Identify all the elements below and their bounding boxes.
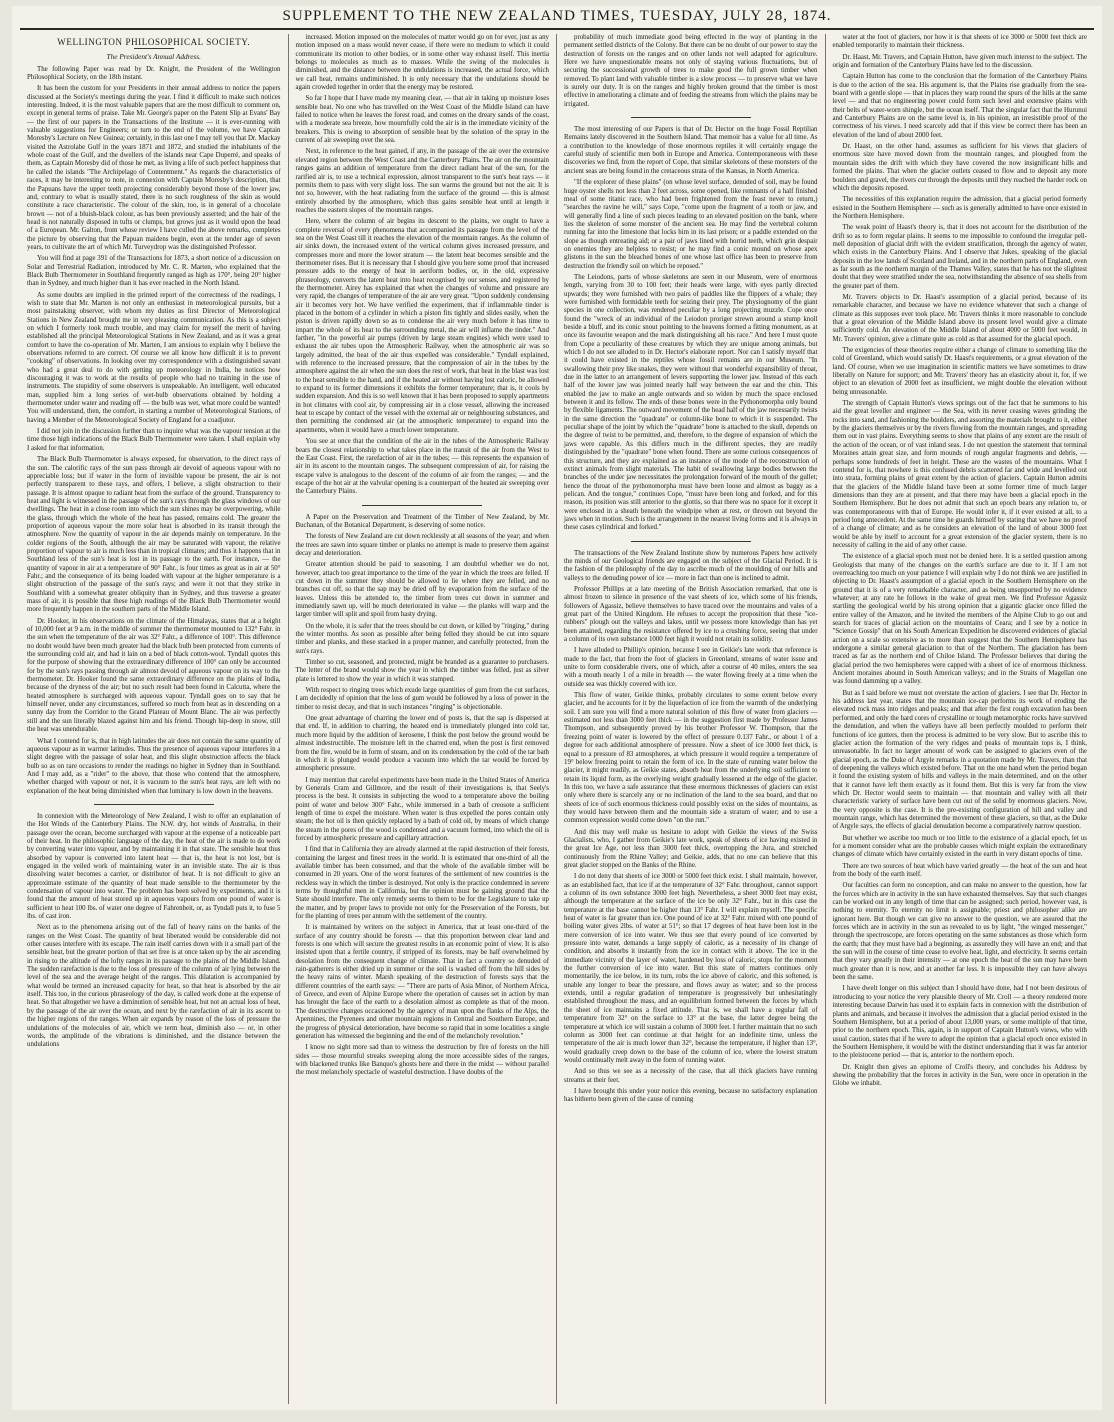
header-title: SUPPLEMENT TO THE NEW ZEALAND TIMES, TUESDAY, JULY 28, 1874. bbox=[282, 8, 832, 24]
paragraph: There are two sources of heat which have varied greatly — the heat of the sun and heat from the body of the earth itself. bbox=[832, 862, 1087, 878]
paragraph: I may mention that careful experiments have been made in the United States of America by Generals Cram and Gillmore, and the result of their investigations is, that Seely's process is the best. It consists in subjecting the wood to a temperature above the boiling point of water and below 300° Fahr., while immersed in a bath of creosote a sufficient length of time to expel the moisture. When water is thus expelled the pores contain only steam; the hot oil is then quickly replaced by a bath of cold oil, by means of which change the steam in the pores of the wood is condensed and a vacuum formed, into which the oil is forced by atmospheric pressure and capillary attraction. bbox=[295, 776, 549, 842]
column-1 bbox=[20, 34, 289, 1404]
paragraph: increased. Motion imposed on the molecules of matter would go on for ever, just as any motion imposed on a mass would never cease, if there were no medium to which it could communicate its motion to other bodies, or in some other way exhaust itself. This inertia belongs to molecules as much as to masses. While the swing of the molecules is diminished, and the distance between the undulations is increased, the actual force, which we call heat, remains undiminished. It is only necessary that the undulations should be again crowded together in order that the energy may be restored. bbox=[295, 34, 549, 92]
paragraph: The transactions of the New Zealand Institute show by numerous Papers how actively the minds of our Geological friends are engaged on the subject of the Glacial Period. It is the fashion of the philosophy of the day to ascribe much of the moulding of our hills and valleys to the denuding power of ice — more in fact than one is inclined to admit. bbox=[564, 549, 818, 582]
heading-divider bbox=[134, 48, 174, 49]
column-4 bbox=[826, 34, 1095, 1404]
section-divider bbox=[631, 117, 751, 118]
paragraph: What I contend for is, that in high latitudes the air does not contain the same quantity of aqueous vapour as in warmer latitudes. Thus the presence of aqueous vapour interferes in a slight degree with the passage of solar heat, and this slight obstruction affects the black bulb so as on rare occasions to render the readings no higher in Sydney than in Southland. And I may add, as a "rider" to the above, that those who contend that the atmosphere, whether charged with vapour or not, it is vacuum to the sun's heat rays, are left with no explanation of the heat being diminished when that luminary is low down in the heavens. bbox=[27, 737, 281, 795]
paragraph: But whether we ascribe too much or too little to the existence of a glacial epoch, let us for a moment consider what are the probable causes which might explain the extraordinary changes of climate which have certainly existed in the earth in very distant epochs of time. bbox=[832, 834, 1087, 859]
paragraph: "If the explorer of these plains" (on whose level surface, denuded of soil, may be found huge oyster shells not less than 2 feet across, some opened, like remnants of a half finished meal of some titanic race, who had been frightened from the feast never to return,) "searches the ravine he will," says Cope, "come upon the fragment of a tooth or jaw, and will generally find a line of such pieces leading to an elevated position on the bank, where lies the skeleton of some monster of the ancient sea. He may find the vertebral column running far into the limestone that locks him in its last prison; or a paddle extended on the slope as though entreating aid; or a pair of jaws lined with horrid teeth, which grin despair on enemies they are helpless to resist; or he may find a conic mound on whose apex glistens in the sun the bleached bones of one whose last office has been to preserve from destruction the friendly soil on which he reposed." bbox=[564, 179, 818, 270]
paragraph: The necessities of this explanation require the admission, that a glacial period formerly existed in the Southern Hemisphere — such as is generally admitted to have once existed in the Northern Hemisphere. bbox=[832, 196, 1087, 220]
paragraph: On the whole, it is safer that the trees should be cut down, or killed by "ringing," during the winter months. As soon as possible after being felled they should be cut into square timber and planks, and these stacked in a proper manner, and carefully protected, from the sun's rays. bbox=[295, 622, 549, 655]
paragraph: Here, where the column of air begins its descent to the plains, we ought to have a complete reversal of every phenomena that accompanied its passage from the level of the sea on the West Coast till it reaches the elevation of the mountain ranges. As the column of air sinks down, the increased extent of the vertical column gives increased pressure, and compresses more and more the lower stratum — the latent heat becomes sensible and the thermometer rises. But it is necessary that I should give you here some proof that increased pressure adds to the energy of heat in aeriform bodies, or, in the old, expressive phraseology, converts the latent heat into heat recognised by our senses, and registered by the thermometer. Airey has explained that when the changes of volume and pressure are very rapid, the changes of temperature of the air are very great. "Upon suddenly condensing air it becomes very hot. We have verified the experiment, that if inflammable tinder is placed in the bottom of a cylinder in which a piston fits tightly and slides easily, when the piston is driven rapidly down so as to condense the air very much before it has time to impart the whole of its heat to the surrounding metal, the air will inflame the tinder." And farther, "in the powerful air pumps (driven by large steam engines) which were used to exhaust the air tubes upon the Atmospheric Railway, when the atmospheric air was so largely admitted, the heat of the air thus expelled was considerable." Tyndall explained, with reference to the increased pressure, that the compression of air in the tubes by the atmosphere against the air when the sun does the rest of work, that heat in the blast was lost to the heat sensible to the hand, and if the heated air without having lost caloric, be allowed to expand to its former dimensions it exhibits the former temperature; that is, it cools by sudden expansion. And this is so well known that it has been proposed to supply apartments in hot climates with cool air, by compressing air in a close vessel, allowing the increased heat to escape by contact of the vessel with the external air or neighbouring substances, and then permitting the condensed air (at the atmospheric temperature) to expand into the apartments, when it would have a much lower temperature. bbox=[295, 218, 549, 434]
paragraph: You see at once that the condition of the air in the tubes of the Atmospheric Railway bears the closest relationship to what takes place in the transit of the air from the West to the East Coast. First, the rarefaction of air in the tubes; — this represents the expansion of air in its ascent to the mountain ranges. The subsequent compression of air, for raising the escape valve is analogous to the descent of the column of air from the ranges; — and the escape of the hot air at the valvular opening is a counterpart of the heated air sweeping over the Canterbury Plains. bbox=[295, 438, 549, 496]
paragraph: Dr. Knight then gives an epitome of Croll's theory, and concludes his Address by shewing the probability that the forces in activity in the Sun, were once in operation in the Globe we inhabit. bbox=[832, 1063, 1087, 1088]
paragraph: I have alluded to Phillip's opinion, because I see in Geikie's late work that reference is made to the fact, that from the foot of glaciers in Greenland, streams of water issue and unite to form considerable rivers, one of which, after a course of 40 miles, enters the sea with a mouth nearly 1 of a mile in breadth — the water flowing freely at a time when the outside sea was thickly covered with ice. bbox=[564, 647, 818, 688]
newspaper-page bbox=[12, 6, 1102, 1410]
paragraph: Professor Phillips at a late meeting of the British Association remarked, that one is almost frozen to silence in presence of the vast sheets of ice, which some of his friends, followers of Agassiz, believe themselves to have traced over the mountains and vales of a great part of the United Kingdom. He refuses to accept the proposition that these "ice-rubbers" plough out the valleys and lakes, until we possess more knowledge than has yet been attained, regarding the resistance offered by ice to a crushing force, seeing that under a column of its own substance 1000 feet high it would not retain its solidity. bbox=[564, 585, 818, 644]
paragraph: Dr. Hooker, in his observations on the climate of the Himalayas, states that at a height of 10,000 feet at 9 a.m. in the middle of summer the thermometer mounted to 132° Fahr. in the sun when the temperature of the air was 32° Fahr., a difference of 100°. This difference no doubt would have been much greater had the black bulb been protected from currents of the surrounding cold air, and had it lain on a bed of black cotton-wool. Tyndall quotes this for the purpose of showing that the extraordinary difference of 100° can only be accounted for by the sun's rays passing through air almost devoid of aqueous vapour on its way to the thermometer. Dr. Hooker found the same extraordinary difference on the plains of India, because of the dryness of the air; but no such result had been found in Calcutta, where the heated atmosphere is surcharged with aqueous vapour. Tyndall goes on to say that he himself never, under any circumstances, suffered so much from heat as in descending on a sunny day from the Corridor to the Grand Plateau of Mount Blanc. The air was perfectly still and the sun literally blazed against him and his friend. Though hip-deep in snow, still the heat was unendurable. bbox=[27, 617, 281, 734]
paragraph: So far I hope that I have made my meaning clear, — that air in taking up moisture loses sensible heat. No one who has travelled on the West Coast of the Middle Island can have failed to notice when he leaves the forest road, and comes on the dreary sands of the coast, with a moderate sea breeze, how mournfully cold the air is in the immediate vicinity of the breakers. This is owing to absorption of sensible heat by the solution of the spray in the current of air sweeping over the sea. bbox=[295, 95, 549, 145]
paragraph: Next, in reference to the heat gained, if any, in the passage of the air over the extensive elevated region between the West Coast and the Canterbury Plains. The air on the mountain ranges gains an addition of temperature from the direct radiant heat of the sun, for the rarified air is, to use a technical expression, almost transparent to the sun's heat rays — it permits them to pass with very slight loss. The sun warms the ground but not the air. It is not so, however, with the heat radiating from the surface of the ground — this is almost entirely absorbed by the atmosphere, which thus gains sensible heat until at length it reaches the eastern slopes of the mountain ranges. bbox=[295, 148, 549, 214]
paragraph: The strength of Captain Hutton's views springs out of the fact that he summons to his aid the great leveller and engineer — the Sea, with its never ceasing waves grinding the rocks into sand, and fashioning the boulders, and assorting the materials brought to it, either by the glaciers themselves or by the rivers flowing from the mountain ranges, and spreading them out in vast plains. Everything seems to show that plains of any extent are the result of the action of the ocean, or of vast inland seas. I do not question the statement that terminal Moraines attain great size, and form mounds of rough angular fragments and debris, — perhaps some hundreds of feet in height. These are the wastes of the mountains. What I contend for is, that nowhere is this confused debris scattered far and wide and levelled out into strata, forming plains of great extent by the action of glaciers. Captain Hutton admits that the glaciers of the Middle Island have been at some former time of much larger dimensions than they are at present, and that there may have been a glacial epoch in the Southern Hemisphere. But he does not admit that such an epoch bears any relation to, or was contemporaneous with that of Europe. He would infer it, if it ever existed at all, to a period long antecedent. At the same time he guards himself by stating that we have no proof of a change of climate; and as he considers an elevation of the land of about 3000 feet would be able by itself to account for a great extension of the glacier system, there is no necessity of calling in the aid of any other cause. bbox=[832, 400, 1087, 549]
article-subheading: The President's Annual Address. bbox=[106, 52, 201, 62]
paragraph: I have dwelt longer on this subject than I should have done, had I not been desirous of introducing to your notice the very plausible theory of Mr. Croll — a theory rendered more interesting because Darwin has used it to explain facts in connexion with the distribution of plants and animals, and because it involves the admission that a glacial period existed in the Southern Hemisphere, but at a period of about 13,000 years, or some multiple of that time, prior to the northern epoch. This, again, is in support of Captain Hutton's views, who with usual caution, states that if he were to adopt the opinion that a glacial epoch once existed in the Southern Hemisphere, it would be with the distinct understanding that it was far anterior to the pleistocene period — that is, anterior to the northern epoch. bbox=[832, 985, 1087, 1060]
article-heading: WELLINGTON PHILOSOPHICAL SOCIETY. bbox=[57, 37, 251, 47]
paragraph: Captain Hutton has come to the conclusion that the formation of the Canterbury Plains is due to the action of the sea. His argument is, that the Plains rise gradually from the sea-board with a gentle slope — that in places they warp round the spurs of the hills at the same level — and that no engineering power could form such level and extensive plains with their belts of water-worn shingle, but the ocean itself. That the singular fact that the Hurunui and Canterbury Plains are on the same level is, in his opinion, an irresistible proof of the correctness of his views. I need scarcely add that if this view be correct there has been an elevation of the land of about 2000 feet. bbox=[832, 73, 1087, 139]
paragraph: The Leiodons, parts of whose skeletons are seen in our Museum, were of enormous length, varying from 30 to 100 feet; their heads were large, with eyes partly directed upwards; they were furnished with two pairs of paddles like the flippers of a whale; they were furnished with formidable teeth for seizing their prey. The physiognomy of the giant species in one collection, was rendered peculiar by a long projecting muzzle. Cope once found the "wreck of an individual of the Leiodon proriger strewn around a stump knoll beside a bluff, and its conic snout pointing to the heavens formed a fitting monument, as at once its favourite weapon and the mark distinguishing all his race." And here I must quote from Cope a peculiarity of these creatures by which they are unique among animals, but which I do not see alluded to in Dr. Hector's elaborate report. Nor can I satisfy myself that it could have existed in the reptiles whose fossil remains are in our Museum. "In swallowing their prey like snakes, they were without that wonderful expansibility of throat, due in the latter to an arrangement of levers supporting the lower jaw. Instead of this each half of the lower jaw was jointed nearly half way between the ear and the chin. This enabled the jaw to make an angle outwards and so widen by much the space enclosed between it and its fellow. The ends of these bones were in the Pythonomorpha only bound by flexible ligaments. The outward movement of the head half of the jaw necessarily twists in the same direction the "quadrate" or column-like bone to which it is suspended. The peculiar shape of the joint by which the "quadrate" bone is attached to the skull, depends on the degree of twist to be permitted, and, therefore, to the degree of expansion of which the jaws were capable. As this differs much in the different species, they are readily distinguished by the "quadrate" bone when found. There are some curious consequences of this structure, and they are explained as an instance of the mode of the reconstruction of extinct animals from slight materials. The habit of swallowing large bodies between the branches of the under jaw necessitates the prolongation forward of the mouth of the gullet; hence the throat of the pythonomorpha must have been loose and almost as baggy as a pelican. And the tongue," continues Cope, "must have been long and forked, and for this reason, its position was still anterior to the glottis, so that there was no space for it except it were enclosed in a sheath beneath the windpipe when at rest, or thrown out beyond the jaws when in motion. Such is the arrangement in the nearest living forms and it is always in these cases cylindrical and forked." bbox=[564, 273, 818, 532]
paragraph: I know no sight more sad than to witness the destruction by fire of forests on the hill sides — those mournful streaks sweeping along the more accessible sides of the ranges, with blackened trunks like Banquo's ghosts here and there in the midst — without parallel the most melancholy spectacle of wasteful destruction. I have doubts of the bbox=[295, 1044, 549, 1077]
paragraph: The weak point of Haast's theory is, that it does not account for the distribution of the drift so as to form regular plains. It seems to me impossible to confound the irregular pell-mell deposition of glacial drift with the evident stratification, through the agency of water, which exists in the Canterbury Plains. And I observe that Jukes, speaking of the glacial deposits in the low lands of Scotland and Ireland, and in the northern parts of England, even as far south as the northern margin of the Thames Valley, states that he has not the slightest doubt that they were stratified under the sea, notwithstanding the absence of sea shells from the greater part of them. bbox=[832, 224, 1087, 290]
column-3 bbox=[557, 34, 826, 1404]
paragraph: In connexion with the Meteorology of New Zealand, I wish to offer an explanation of the Hot Winds of the Canterbury Plains. The N.W. dry, hot winds of Australia, in their passage over the ocean, become surcharged with vapour at the expense of a noticeable part of their heat. In the philosophic language of the day, the heat of the air is made to do work by converting water into vapour, and by maintaining it in that state. The sensible heat thus absorbed by vapour is converted into latent heat — that is, the heat is not lost, but is engaged in the veiled work of maintaining water in an invisible state. The air is thus dissolving water becomes a carrier, or distributor of heat. It is not difficult to give an approximate estimate of the quantity of heat made sensible to the thermometer by the condensation of vapour into water. The problem has been solved by experiments, and it is found that the amount of heat stored up in aqueous vapours from one pound of water is sufficient to heat 100 lbs. of water one degree of Fahrenheit, or, as Tyndall puts it, to fuse 5 lbs. of cast iron. bbox=[27, 812, 281, 921]
paragraph: As some doubts are implied in the printed report of the correctness of the readings, I wish to state that Mr. Marten is not only an enthusiast in meteorological pursuits, but a most painstaking observer, with whom my duties as first Director of Meteorological Stations in New Zealand brought me in very pleasing communication. As this is a subject on which I formerly took much trouble, and may claim for myself the merit of having established all the principal Meteorological Stations in New Zealand, and as it was a great comfort to have the co-operation of Mr. Marten, I am anxious to explain why I believe the observations referred to are correct. Of course we all know how difficult it is to prevent "cooking" of observations. In looking over my correspondence with a distinguished savant who had a great deal to do with getting up meteorology in India, he notices how discouraging it was to work at the results of people who had no training in the use of instruments. The stupidity of some observers is unspeakable. An intelligent, well educated man, supplied him a long series of wet-bulb observations obtained by holding a thermometer under water and reading off — the bulb was wet, what more could be wanted! You will understand, then, the comfort, in starting a number of Meteorological Stations, of having a Member of the Meteorological Society of England for a coadjutor. bbox=[27, 291, 281, 424]
page-header bbox=[20, 6, 1094, 30]
paragraph: It has been the custom for your Presidents in their annual address to notice the papers discussed at the Society's meetings during the year. I find it difficult to make such notices interesting. Indeed, it is the most valuable papers that are the most difficult to comment on, except in general terms of praise. Take Mr. George's paper on the Patent Slip at Evans' Bay — the first of our papers in the Transactions of the Institute — it is ever-running with valuable suggestions for Engineers; or turn to the end of the volume, we have Captain Moresby's Lecture on New Guinea; certainly, in this last one I may tell you that Dr. Mackay visited the Astrolabe Gulf in the years 1871 and 1872, and studied the inhabitants of the whole coast of the Gulf, and the dwellers of the islands near Cape Duperré, and speaks of them, as Captain Moresby did of those he met, as living a life of such perfect happiness that he called the islands "The Archipelago of Contentment." As regards the characteristics of races, it may be interesting to note, in connexion with Captain Moresby's description, that the Papuans have the upper teeth projecting considerably beyond those of the lower jaw, and, contrary to what is usually stated, there is no such roughness of the skin as would constitute a race characteristic. The colour of the skin, too, is in general of a chocolate brown — not of a bluish-black colour, as has been previously asserted; and the hair of the head is not naturally disposed in tufts or clumps, but grows just as it would upon the head of a European. Mr. Galton, from whose review I have culled the above remarks, completes the picture by observing that the Papuan maidens begin, even at the tender age of seven years, to cultivate the art of which Mr. Turveydrop was the distinguished Professor. bbox=[27, 85, 281, 251]
paragraph: probability of much immediate good being effected in the way of planting in the permanent settled districts of the Colony. But there can be no doubt of our power to stay the destruction of forests on the ranges and on other lands not well adapted for agriculture. Here we have unquestionable means not only of staying various fluctuations, but of securing the successional growth of trees to make good the full grown timber when removed. To plant land with valuable timber is a slow process — to preserve what we have is surely our duty. It is on the ranges and highly broken ground that the timber is most effective in ameliorating a climate and of feeding the streams from which the plains may be irrigated. bbox=[564, 34, 818, 108]
paragraph: Dr. Haast, on the other hand, assumes as sufficient for his views that glaciers of enormous size have moved down from the mountain ranges, and ploughed from the mountain sides the drift with which they have covered the now insignificant hills and formed the plains. That when the glacier outlets ceased to flow and to deposit any more boulders and gravel, the rivers cut through the deposits until they reached the harder rock on which the deposits reposed. bbox=[832, 143, 1087, 192]
section-divider bbox=[362, 505, 482, 506]
paragraph: Greater attention should be paid to seasoning. I am doubtful whether we do not, however, attach too great importance to the time of the year in which the trees are felled. If cut down in the summer they should be allowed to lie where they are felled, and no branches cut off, so that the sap may be dried off by evaporation from the surface of the leaves. Unless this be attended to, the timber from trees cut down in summer and immediately sawn up, will be much deteriorated in value — the planks will warp and the larger timber will split and spoil from hasty drying. bbox=[295, 561, 549, 619]
paragraph: I find that in California they are already alarmed at the rapid destruction of their forests, containing the largest and finest trees in the world. It is estimated that one-third of all the available timber has been consumed, and that the whole of the available timber will be consumed in 20 years. One of the worst features of the settlement of new countries is the reckless way in which the timber is destroyed. Not only is the practice condemned in severe terms by thoughtful men in California, but the opinion must be gaining ground that the State should interfere. The only remedy seems to them to be for the Legislature to take up the matter, and by proper laws to provide not only for the Preservation of the Forests, but for the planting of trees per annum with the settlement of the country. bbox=[295, 846, 549, 921]
paragraph: Our faculties can form no conception, and can make no answer to the question, how far the forces which are in activity in the sun have exhausted themselves. Say that such changes can be worked out in any length of time that can be assigned; such period, however vast, is nothing to eternity. To eternity no limit is assignable; priest and philosopher alike are ignorant here. But though we can give no answer to the question, we are assured that the forces which are in activity in the sun as revealed to us by light, "the winged messenger," through the spectroscope, are forces operating on the same substances as those which form the earth; that they must have had a beginning, as assuredly they will have an end; and that the sun will in the course of time cease to evolve heat, light, and electricity. It seems certain that they vary greatly in their intensity — at one epoch the heat of the sun may have been much greater than it is now, and at another far less. It is impossible they can have always been the same. bbox=[832, 882, 1087, 982]
paragraph: It is maintained by writers on the subject in America, that at least one-third of the surface of any country should be forests — that this proportion between clear land and forests is one which will secure the greatest results in an economic point of view. It is also insisted upon that a fertile country, if stripped of its forests, may be half overwhelmed by desolation from the consequent change of climate. That in fact a country so denuded of rain-gatherers is either dried up in summer or the soil is washed off from the hill sides by the heavy rains of winter. Marsh speaking of the destruction of forests says that the different countries of the earth says: — "There are parts of Asia Minor, of Northern Africa, of Greece, and even of Alpine Europe where the operation of causes set in action by man has brought the face of the earth to a desolation almost as complete as that of the moon. The destructive changes occasioned by the agency of man upon the flanks of the Alps, the Apennines, the Pyrenees and other mountain regions in Central and Southern Europe, and the progress of physical deterioration, have become so rapid that in some localities a single generation has witnessed the beginning and the end of the melancholy revolution." bbox=[295, 924, 549, 1040]
paragraph: The existence of a glacial epoch must not be denied here. It is a settled question among Geologists that many of the changes on the earth's surface are due to it. If I am not overreaching too much on your patience I will explain why I do not think we are justified in objecting to Dr. Haast's assumption of a glacial epoch in the Southern Hemisphere on the ground that it is of a very remarkable character, and as being unsupported by no evidence whatever; at any rate he follows in the wake of great men. We find Professor Agassiz startling the geological world by his strong opinion that a gigantic glacier once filled the entire valley of the Amazon, and he invited the members of the Alpine Club to go out and search for traces of glacial action on the mountains of Ceara; and I see by a notice in "Science Gossip" that on his South American Expedition he discovered evidences of glacial action on a scale so extensive as to more than suggest that the Southern Hemisphere has undergone a similar general glaciation to that of the Northern. The glaciation has been traced as far as the northern end of Chiloe Island. The Professor believes that during the glacial period the two hemispheres were capped with a sheet of ice of enormous thickness. Ancient moraines abound in South American valleys; and in the Straits of Magellan one was found damming up a valley. bbox=[832, 553, 1087, 686]
paragraph: With respect to ringing trees which exude large quantities of gum from the cut surfaces, I am decidedly of opinion that the loss of gum would be followed by a loss of power in the timber to resist decay, and that in such instances "ringing" is objectionable. bbox=[295, 687, 549, 711]
paragraph: And so thus we see as a necessity of the case, that all thick glaciers have running streams at their feet. bbox=[564, 1068, 818, 1084]
paragraph: The exigencies of these theories require either a change of climate to something like the cold of Greenland, which would satisfy Dr. Haast's requirements, or a great elevation of the land. Of course, when we use imagination in scientific matters we have sometimes to draw liberally on Nature for support; and Mr. Travers' theory has an elasticity about it, for, if we object to an elevation of 2000 feet as insufficient, we might double the elevation without being unreasonable. bbox=[832, 347, 1087, 396]
section-divider bbox=[631, 541, 751, 542]
column-2 bbox=[289, 34, 558, 1404]
paragraph: But as I said before we must not overstate the action of glaciers. I see that Dr. Hector in his address last year, states that the mountain ice-cap performs its work of eroding the elevated rock mass into ridges and peaks; and that after the first rough excavation has been performed, and only the hard cores of crystalline or tough metamorphic rocks have survived the denudation, and when the valleys have all been perfectly moulded to perform their functions of ice gutters, then the process is admitted to be very slow. But to ascribe this to glacier action the formation of the very ridges and peaks of mountain tops is, I think, unreasonable. In fact no larger amount of work can be assigned to glaciers even of the glacial epoch, as the Duke of Argyle remarks in a quotation made by Mr. Travers, than that of deepening the valleys which existed before. That on the one hand when the period began it found the existing system of hills and valleys in the main determined, and on the other that it cannot have left them exactly as it found them. But this is very far from the view which Dr. Hector would seem to maintain — that mountain and valley with all their characteristic variety of surface have been cut out of the solid by enormous glaciers. Now, the very opposite is the case. It is the pre-existing configuration of hill and valley and mountain range, which has determined the movement of these glaciers, so that, as the Duke of Argyle says, the effects of glacial denudation become a comparatively narrow question. bbox=[832, 689, 1087, 831]
paragraph: I did not join in the discussion further than to inquire what was the vapour tension at the time those high indications of the Black Bulb Thermometer were taken. I shall explain why I asked for that information. bbox=[27, 428, 281, 452]
paragraph: Mr. Travers objects to Dr. Haast's assumption of a glacial period, because of its remarkable character, and because we have no evidence whatever that such a change of climate as this supposes ever took place. Mr. Travers thinks it more reasonable to conclude that a great elevation of the Middle Island above its present level would give a climate sufficiently cold. An elevation of the Middle Island of about 4000 or 5000 feet would, in Mr. Travers' opinion, give a climate quite as cold as that assumed for the glacial epoch. bbox=[832, 293, 1087, 343]
paragraph: The following Paper was read by Dr. Knight, the President of the Wellington Philosophical Society, on the 18th instant. bbox=[27, 65, 281, 82]
paragraph: Dr. Haast, Mr. Travers, and Captain Hutton, have given much interest to the subject. The origin and formation of the Canterbury Plains have led to the discussion. bbox=[832, 53, 1087, 70]
paragraph: Timber so cut, seasoned, and protected, might be branded as a guarantee to purchasers. The letter of the brand would show the year in which the timber was felled, just as silver plate is lettered to show the year in which it was stamped. bbox=[295, 659, 549, 683]
paragraph: I do not deny that sheets of ice 3000 or 5000 feet thick exist. I shall maintain, however, as an established fact, that ice if at the temperature of 32° Fahr. throughout, cannot support a column of its own substance 3000 feet high. Nevertheless, a sheet 3000 feet may exist, although the temperature at the surface of the ice be only 32° Fahr., but in this case the temperature at the base cannot be higher than 13° Fahr. I will explain myself. The specific heat of water is far greater than ice. One pound of ice at 32° Fahr. mixed with one pound of boiling water gives 2lbs. of water at 51°; so that 17 degrees of heat have been lost in the mere conversion of ice into water. We thus see that every pound of ice converted by pressure into water, demands a large supply of caloric, as a necessity of its change of condition, and absorbs it instantly from the ice in contact with it above. The ice in the immediate vicinity of the layer of water, hardened by loss of caloric, stops for the moment the further conversion of ice into water. But this state of matters continues only momentarily, the ice below, in its turn, robs the ice above of caloric, and this softened, is unable any longer to bear the pressure, and flows away as water; and so the process extends, until a regular gradation of temperature is progressively but unhesitatingly established throughout the mass, and an equilibrium formed between the forces by which the sheet of ice maintains a fixed attitude. That is, we shall have a regular fall of temperature from 32° on the surface to 13° at the base, the latter degree being the temperature at which ice will sustain a column of 3000 feet. I further maintain that no such column as 3000 feet can continue at that height for an indefinite time, unless the temperature of the air is much lower than 32°, because the temperature, if higher than 13°, would gradually creep down to the base of the column of ice, where the lowest stratum would continually melt away in the form of running water. bbox=[564, 873, 818, 1064]
paragraph: A Paper on the Preservation and Treatment of the Timber of New Zealand, by Mr. Buchanan, of the Botanical Department, is deserving of some notice. bbox=[295, 513, 549, 529]
article-columns bbox=[20, 34, 1094, 1404]
paragraph: This flow of water, Geikie thinks, probably circulates to some extent below every glacier, and he accounts for it by the liquefaction of ice from the warmth of the underlying soil. I am sure you will find a more natural solution of this flow of water from glaciers — estimated not less than 3000 feet thick — in the suggestion first made by Professor James Thompson, and subsequently proved by his brother Professor W. Thompson, that the freezing point of water is lowered by the effect of pressure 0.137 Fahr., or about 1 of a degree for each additional atmosphere of pressure. Now a sheet of ice 3000 feet thick, is equal to a pressure of 83 atmospheres, at which pressure it would require a temperature of 19° below freezing point to retain the form of ice. In the state of running water below the glacier, it might readily, as Geikie states, absorb heat from the underlying soil sufficient to retain its liquid form, as the overlying weight gradually lessened at the edge of the glacier. In this too, we have a safe assurance that these enormous thicknesses of glaciers can exist only where there is scarcely any or no inclination of the land to the sea board, and that no sheets of ice of such enormous thickness could possibly exist on the sides of mountains, as they would have between them and the mountain side a stratum of water; and to use a common expression would come down "on the run." bbox=[564, 692, 818, 825]
paragraph: You will find at page 391 of the Transactions for 1873, a short notice of a discussion on Solar and Terrestrial Radiation, introduced by Mr. C. R. Marten, who explained that the Black Bulb Thermometer in Southland frequently ranged as high as 170°, being 20° higher than in Sydney, and much higher than it has ever reached in the North Island. bbox=[27, 255, 281, 288]
paragraph: One great advantage of charring the lower end of posts is, that the sap is dispersed at that end. If, in addition to charring, the heated end is immediately plunged into cold tar, much more liquid by the addition of kerosene, I think the post below the ground would be almost indestructible. The moisture left in the charred end, when the post is first removed from the fire, would be in form of steam, and on its condensation by the cold of the tar bath in which it is plunged would produce a vacuum into which the tar would be forced by atmospheric pressure. bbox=[295, 715, 549, 773]
paragraph: The most interesting of our Papers is that of Dr. Hector on the huge Fossil Reptilian Remains lately discovered in the Southern Island. That memoir has a value for all time. As a contribution to the knowledge of those enormous reptiles it will certainly engage the careful study of scientific men both in Europe and America. Contemporaneous with these discoveries we find, from the report of Cope, that similar skeletons of these monsters of the ancient seas are being found in the cretaceous strata of the Kansas, in North America. bbox=[564, 126, 818, 175]
section-divider bbox=[94, 804, 214, 805]
paragraph: I have brought this under your notice this evening, because no satisfactory explanation has hitherto been given of the cause of running bbox=[564, 1087, 818, 1104]
paragraph: And this may well make us hesitate to adopt with Geikie the views of the Swiss Glacialists, who, I gather from Geikie's late work, speak of sheets of ice having existed in the great Ice Age, not less than 3000 feet thick, overtopping the Jura, and stretched continuously from the Rhine Valley; and Geikie, adds, that no one can believe that this great glacier stopped on the Banks of the Rhine. bbox=[564, 828, 818, 869]
paragraph: The forests of New Zealand are cut down recklessly at all seasons of the year; and when the trees are sawn into square timber or planks no attempt is made to preserve them against decay and deterioration. bbox=[295, 533, 549, 557]
paragraph: water at the foot of glaciers, nor how it is that sheets of ice 3000 or 5000 feet thick are enabled temporarily to maintain their thickness. bbox=[832, 34, 1087, 50]
paragraph: The Black Bulb Thermometer is always exposed, for observation, to the direct rays of the sun. The calorific rays of the sun pass through air devoid of aqueous vapour with no appreciable loss; but if water in the form of invisible vapour be present, the air is not perfectly transparent to these rays, and offers, I believe, a slight obstruction to their passage. It is almost opaque to radiant heat from the surface of the ground. Transparency to heat and light is witnessed in the passage of the sun's rays through the glass windows of our dwellings. The heat in a close room into which the sun shines may be overpowering, while the glass, through which the whole of the heat has passed, remains cold. The greater the proportion of aqueous vapour the more solar heat is absorbed in its transit through the atmosphere. Now the quantity of vapour in the air depends mainly on temperature. In the colder regions of the South, although the air may be saturated with vapour, the relative proportion of vapour to air is much less than in tropical climates; and thus it happens that in Southland less of the sun's heat is lost in its passage to the earth. For instance, — the quantity of vapour in air at a temperature of 90° Fahr., is four times as great as in air at 50° Fahr.; and the consequence of its being loaded with vapour at the higher temperature is a slight obstruction of the passage of the sun's rays; and were it not that they strike in Southland with a somewhat greater obliquity than in Sydney, and thus traverse a greater mass of air, it is possible that these high readings of the Black Bulb Thermometer would more frequently happen in the southern parts of the Middle Island. bbox=[27, 456, 281, 614]
paragraph: Next as to the phenomena arising out of the fall of heavy rains on the banks of the ranges on the West Coast. The quantity of heat liberated would be considerable did not other causes interfere with its escape. The rain itself carries down with it a small part of the sensible heat, but the greater portion of that set free is at once taken up by the air ascending in rising to the altitude of the lofty ranges in its passage to the plains of the Middle Island. The sudden rarefaction is due to the loss of pressure of the column of air lying between the level of the sea and the average height of the ranges. This dilatation is accompanied by what would be termed an increased capacity for heat, so that heat is absorbed by the air itself. This too, in the curious phraseology of the day, is called work done at the expense of heat. So that altogether we have a diminution of sensible heat, but not an actual loss of heat, by the passage of the air over the ocean, and next by the rarefaction of air in its ascent to the higher regions of the ranges. When air expands by reason of the loss of pressure the undulations of the molecules of air, which we term heat, diminish also — or, in other words, the amplitude of the vibrations is diminished, and the distance between the undulations bbox=[27, 924, 281, 1049]
